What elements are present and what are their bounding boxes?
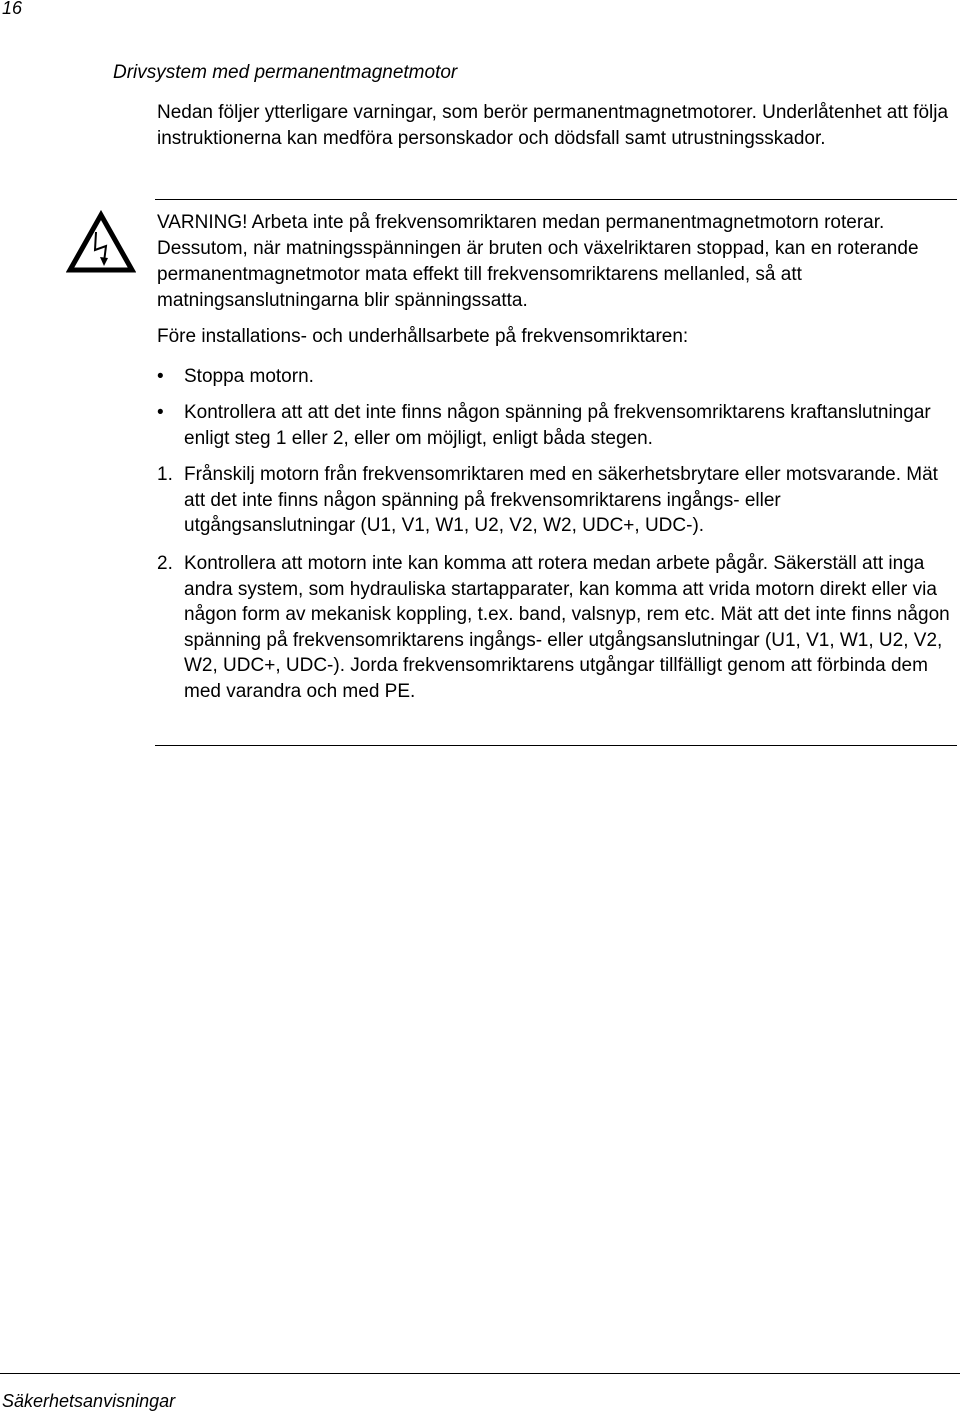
- warning-top-rule: [155, 199, 957, 200]
- section-heading: Drivsystem med permanentmagnetmotor: [113, 62, 458, 83]
- step-number: 1.: [157, 464, 173, 485]
- warning-paragraph: [157, 210, 957, 314]
- warning-label: VARNING!: [157, 212, 248, 233]
- bullet-text: Kontrollera att att det inte finns någon spänning på frekvensomriktarens kraftanslutningar enligt steg 1 eller 2, eller om möjligt, enligt båda stegen.: [184, 402, 931, 449]
- footer-title: Säkerhetsanvisningar: [2, 1391, 176, 1411]
- electrical-hazard-icon: [66, 210, 136, 274]
- before-work-label: Före installations- och underhållsarbete på frekvensomriktaren:: [157, 326, 689, 347]
- warning-text: Arbeta inte på frekvensomriktaren medan permanentmagnetmotorn roterar. Dessutom, när matningsspänningen är bruten och växelriktaren stoppad, kan en roterande permanentmagnetmotor mata effekt till frekvensomriktarens mellanled, så att matningsanslutningarna blir spänningssatta.: [157, 212, 919, 311]
- bullet-text: Stoppa motorn.: [184, 366, 314, 387]
- intro-paragraph: Nedan följer ytterligare varningar, som berör permanentmagnetmotorer. Underlåtenhet att följa instruktionerna kan medföra personskador och dödsfall samt utrustningsskador.: [157, 102, 949, 149]
- step-number: 2.: [157, 553, 173, 574]
- bullet-marker: •: [157, 366, 164, 387]
- footer-rule: [0, 1373, 960, 1374]
- bullet-marker: •: [157, 402, 164, 423]
- step-text: Kontrollera att motorn inte kan komma att rotera medan arbete pågår. Säkerställ att inga andra system, som hydrauliska startapparater, kan komma att vrida motorn direkt eller via någon form av mekanisk koppling, t.ex. band, valsnyp, rem etc. Mät att det inte finns någon spänning på frekvensomriktarens ingångs- eller utgångsanslutningar (U1, V1, W1, U2, V2, W2, UDC+, UDC-). Jorda frekvensomriktarens utgångar tillfälligt genom att förbinda dem med varandra och med PE.: [184, 553, 950, 702]
- page-number: 16: [2, 0, 23, 18]
- warning-bottom-rule: [155, 745, 957, 746]
- step-text: Frånskilj motorn från frekvensomriktaren med en säkerhetsbrytare eller motsvarande. Mät att det inte finns någon spänning på frekvensomriktarens ingångs- eller utgångsanslutningar (U1, V1, W1, U2, V2, W2, UDC+, UDC-).: [184, 464, 938, 536]
